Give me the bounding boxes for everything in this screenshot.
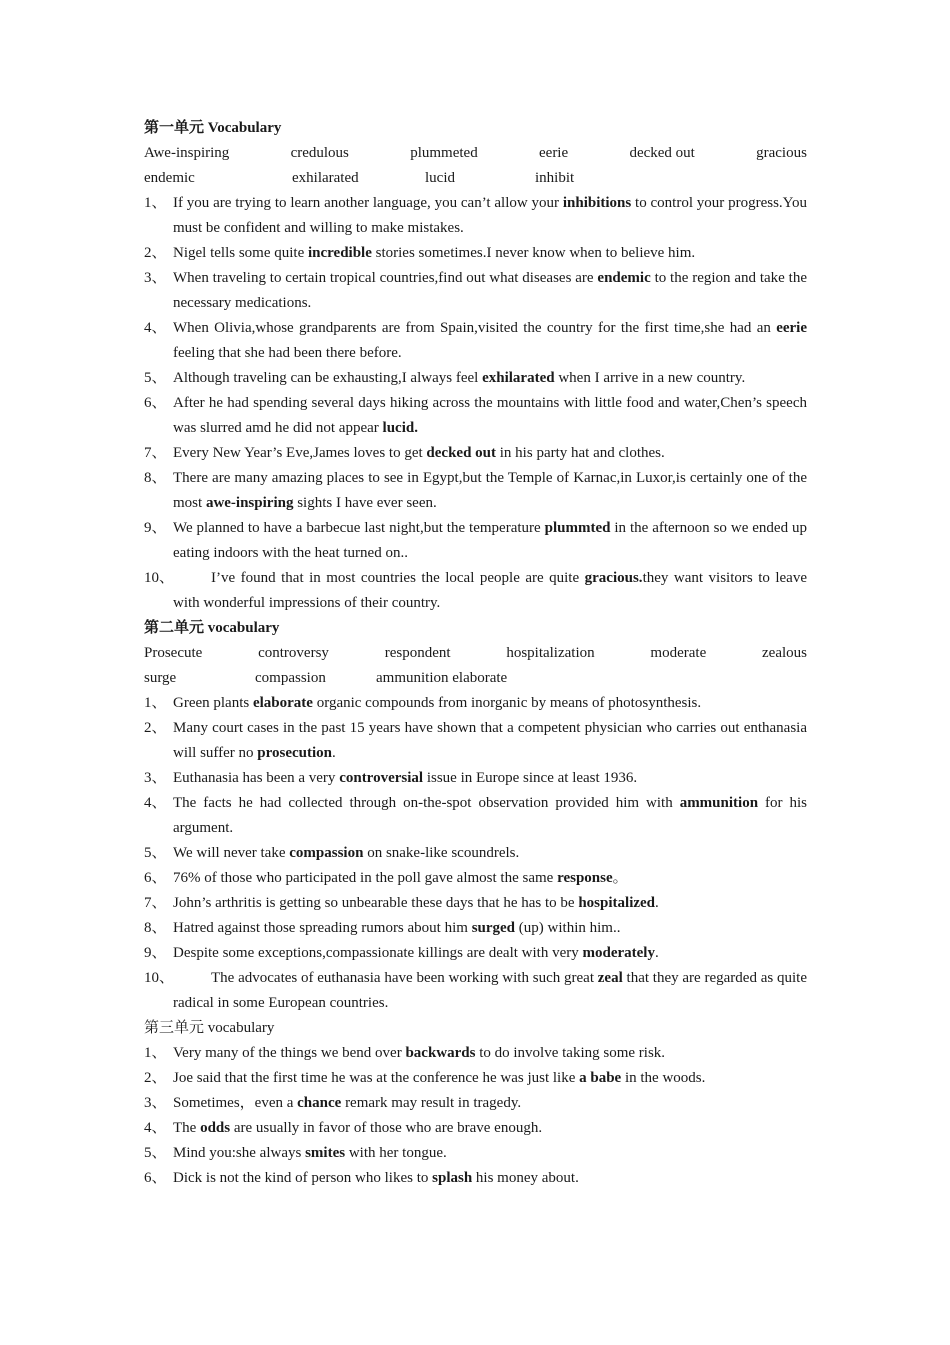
list-item: 2、 Joe said that the first time he was at the conference he was just like a babe in the woods. bbox=[144, 1070, 706, 1086]
word: gracious bbox=[756, 145, 807, 161]
unit1-word-list-row2 bbox=[144, 166, 807, 191]
word: Prosecute bbox=[144, 645, 203, 661]
word: decked out bbox=[629, 145, 695, 161]
word: moderate bbox=[650, 645, 707, 661]
list-item: 6、 After he had spending several days hiking across the mountains with little food and water,Chen’s speech was slurred amd he did not appear lucid. bbox=[144, 395, 807, 436]
list-item: 10、 I’ve found that in most countries the local people are quite gracious.they want visitors to leave with wonderful impressions of their country. bbox=[144, 570, 807, 611]
list-item: 7、 Every New Year’s Eve,James loves to get decked out in his party hat and clothes. bbox=[144, 445, 665, 461]
word: inhibit bbox=[535, 170, 575, 186]
word: eerie bbox=[539, 145, 569, 161]
list-item: 1、 If you are trying to learn another language, you can’t allow your inhibitions to control your progress.You must be confident and willing to make mistakes. bbox=[144, 195, 807, 236]
list-item: 2、 Many court cases in the past 15 years have shown that a competent physician who carries out enthanasia will suffer no prosecution. bbox=[144, 720, 807, 761]
document-page bbox=[144, 116, 807, 1191]
unit2-word-list-row1 bbox=[144, 641, 807, 666]
word: plummeted bbox=[410, 145, 478, 161]
unit2-word-list-row2 bbox=[144, 666, 807, 691]
list-item: 8、 Hatred against those spreading rumors about him surged (up) within him.. bbox=[144, 920, 621, 936]
word: respondent bbox=[384, 645, 451, 661]
list-item: 3、 When traveling to certain tropical countries,find out what diseases are endemic to the region and take the necessary medications. bbox=[144, 270, 807, 311]
word: surge bbox=[144, 670, 177, 686]
list-item: 4、 When Olivia,whose grandparents are from Spain,visited the country for the first time,she had an eerie feeling that she had been there before. bbox=[144, 320, 807, 361]
list-item: 5、 Mind you:she always smites with her tongue. bbox=[144, 1145, 447, 1161]
list-item: 5、 Although traveling can be exhausting,I always feel exhilarated when I arrive in a new country. bbox=[144, 370, 746, 386]
word: lucid bbox=[425, 170, 455, 186]
word: compassion bbox=[255, 670, 326, 686]
word: hospitalization bbox=[506, 645, 595, 661]
list-item: 5、 We will never take compassion on snake-like scoundrels. bbox=[144, 845, 520, 861]
list-item: 1、 Very many of the things we bend over backwards to do involve taking some risk. bbox=[144, 1045, 666, 1061]
list-item: 1、 Green plants elaborate organic compounds from inorganic by means of photosynthesis. bbox=[144, 695, 702, 711]
word: endemic bbox=[144, 170, 195, 186]
list-item: 3、 Sometimes，even a chance remark may result in tragedy. bbox=[144, 1095, 522, 1111]
list-item: 3、 Euthanasia has been a very controversial issue in Europe since at least 1936. bbox=[144, 770, 638, 786]
word: controversy bbox=[258, 645, 329, 661]
word: credulous bbox=[290, 145, 349, 161]
word: zealous bbox=[762, 645, 807, 661]
list-item: 4、 The facts he had collected through on-the-spot observation provided him with ammunition for his argument. bbox=[144, 795, 808, 836]
unit1-word-list-row1 bbox=[144, 141, 807, 166]
word: Awe-inspiring bbox=[144, 145, 230, 161]
unit2-heading: 第二单元 vocabulary bbox=[144, 620, 280, 636]
unit1-heading: 第一单元 Vocabulary bbox=[144, 120, 282, 136]
list-item: 7、 John’s arthritis is getting so unbearable these days that he has to be hospitalized. bbox=[144, 895, 659, 911]
list-item: 2、 Nigel tells some quite incredible stories sometimes.I never know when to believe him. bbox=[144, 245, 696, 261]
word: ammunition elaborate bbox=[376, 670, 508, 686]
list-item: 10、 The advocates of euthanasia have been working with such great zeal that they are regarded as quite radical in some European countries. bbox=[144, 970, 807, 1011]
word: exhilarated bbox=[292, 170, 359, 186]
unit3-heading: 第三单元 vocabulary bbox=[144, 1020, 275, 1036]
list-item: 6、 76% of those who participated in the poll gave almost the same response。 bbox=[144, 870, 628, 886]
list-item: 9、 Despite some exceptions,compassionate killings are dealt with very moderately. bbox=[144, 945, 659, 961]
list-item: 8、 There are many amazing places to see in Egypt,but the Temple of Karnac,in Luxor,is certainly one of the most awe-inspiring sights I have ever seen. bbox=[144, 470, 807, 511]
list-item: 4、 The odds are usually in favor of those who are brave enough. bbox=[144, 1120, 543, 1136]
list-item: 9、 We planned to have a barbecue last night,but the temperature plummted in the afternoon so we ended up eating indoors with the heat turned on.. bbox=[144, 520, 808, 561]
list-item: 6、 Dick is not the kind of person who likes to splash his money about. bbox=[144, 1170, 579, 1186]
